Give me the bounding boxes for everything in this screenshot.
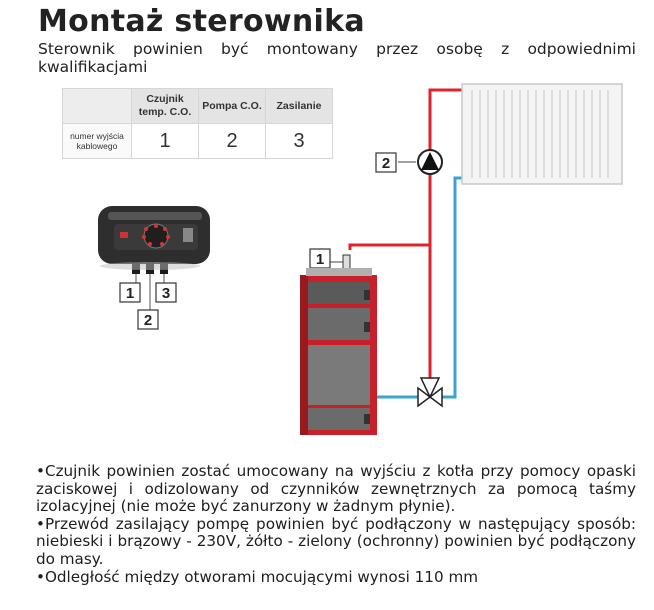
boiler	[300, 268, 377, 435]
table-value-pump: 2	[199, 124, 266, 159]
return-pipe	[376, 178, 462, 397]
instruction-item-sensor: •Czujnik powinien zostać umocowany na wyjściu z kotła przy pomocy opaski zaciskowej i odizolowany od czynników zewnętrznych za pomocą taśmy izolacyjnej (nie może być zanurzony w żadnym płynie).	[36, 462, 636, 516]
table-header-pump: Pompa C.O.	[199, 89, 266, 124]
controller-label-1	[120, 283, 140, 302]
sensor-label-text: 1	[315, 251, 325, 268]
instruction-item-power: •Przewód zasilający pompę powinien być podłączony w następujący sposób: niebieski i brązowy - 230V, żółto - zielony (ochronny) powinien być podłączony do masy.	[36, 514, 636, 568]
page-subtitle: Sterownik powinien być montowany przez osobę z odpowiednimi kwalifikacjami	[38, 40, 636, 76]
controller-label-2-text: 2	[143, 312, 153, 329]
controller-label-2	[138, 310, 158, 329]
table-row-label: numer wyjścia kablowego	[63, 124, 132, 159]
instructions-list	[36, 463, 636, 586]
pump-label	[376, 153, 396, 172]
controller-label-3	[156, 283, 176, 302]
controller-device	[98, 206, 210, 274]
instruction-item-spacing: •Odległość między otworami mocującymi wynosi 110 mm	[36, 567, 479, 586]
pump-label-text: 2	[381, 155, 391, 172]
table-value-sensor: 1	[132, 124, 199, 159]
pump-icon	[418, 150, 442, 174]
page-title: Montaż sterownika	[38, 4, 365, 39]
table-header-sensor: Czujnik temp. C.O.	[132, 89, 199, 124]
controller-label-3-text: 3	[161, 285, 171, 302]
controller-label-1-text: 1	[125, 285, 135, 302]
valve-icon	[418, 378, 442, 406]
sensor-label	[310, 249, 330, 268]
radiator	[462, 84, 622, 184]
table-header-power: Zasilanie	[266, 89, 333, 124]
table-value-power: 3	[266, 124, 333, 159]
